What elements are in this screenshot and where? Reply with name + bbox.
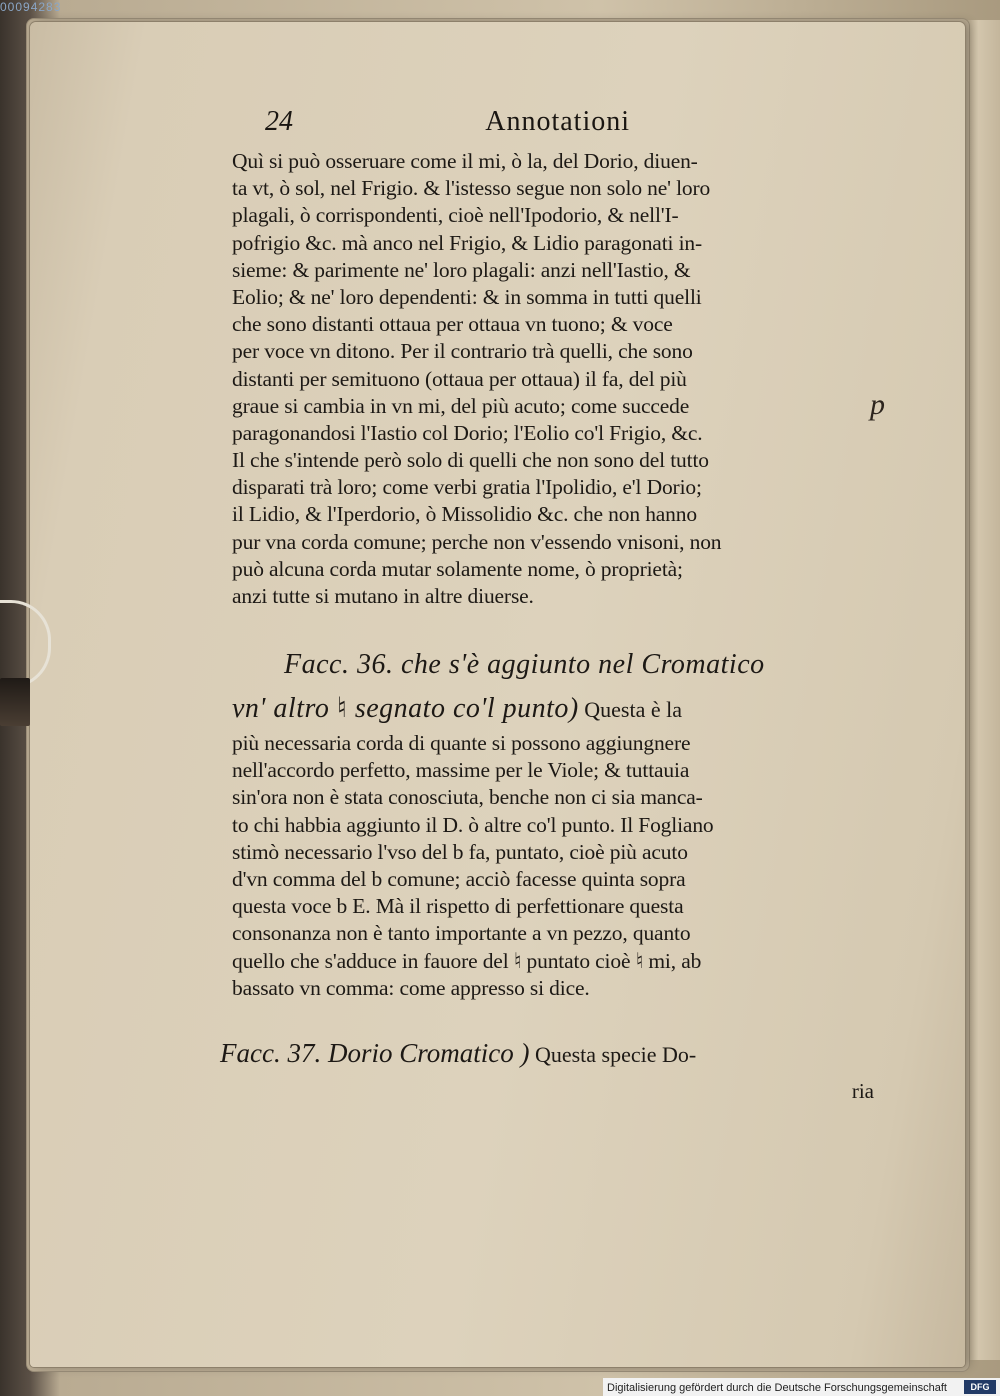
facc-37-upright: Questa specie Do- xyxy=(529,1042,697,1067)
text-line: Quì si può osseruare come il mi, ò la, del Dorio, diuen- xyxy=(232,149,698,173)
archive-id: 00094283 xyxy=(0,0,62,14)
margin-annotation: p xyxy=(870,388,885,421)
text-line: anzi tutte si mutano in altre diuerse. xyxy=(232,584,534,608)
text-line: questa voce b E. Mà il rispetto di perfettionare questa xyxy=(232,894,684,919)
text-line: consonanza non è tanto importante a vn pezzo, quanto xyxy=(232,921,691,946)
text-line: più necessaria corda di quante si possono aggiungnere xyxy=(232,731,691,755)
text-line: sieme: & parimente ne' loro plagali: anzi nell'Iastio, & xyxy=(232,257,691,282)
text-line: distanti per semituono (ottaua per ottaua) il fa, del più xyxy=(232,366,687,391)
facc-36-upright: Questa è la xyxy=(578,697,682,722)
paragraph-2 xyxy=(232,730,872,1002)
text-line: ta vt, ò sol, nel Frigio. & l'istesso segue non solo ne' loro xyxy=(232,176,711,201)
facc-36-heading xyxy=(232,643,872,731)
text-line: che sono distanti ottaua per ottaua vn tuono; & voce xyxy=(232,312,673,337)
facc-36-line-1: Facc. 36. che s'è aggiunto nel Cromatico xyxy=(284,649,765,680)
text-line: bassato vn comma: come appresso si dice. xyxy=(232,975,590,1000)
text-line: disparati trà loro; come verbi gratia l'Ipolidio, e'l Dorio; xyxy=(232,475,702,500)
text-line: per voce vn ditono. Per il contrario trà quelli, che sono xyxy=(232,339,693,364)
facc-37-heading xyxy=(220,1030,880,1106)
facc-37-line xyxy=(220,1030,880,1076)
text-line: sin'ora non è stata conosciuta, benche non ci sia manca- xyxy=(232,785,703,810)
page-header xyxy=(265,106,630,142)
clasp-mark xyxy=(0,678,30,726)
text-line: to chi habbia aggiunto il D. ò altre co'l punto. Il Fogliano xyxy=(232,812,714,837)
text-line: Il che s'intende però solo di quelli che non sono del tutto xyxy=(232,448,709,473)
text-line: pofrigio &c. mà anco nel Frigio, & Lidio paragonati in- xyxy=(232,230,703,255)
text-line: paragonandosi l'Iastio col Dorio; l'Eolio co'l Frigio, &c. xyxy=(232,420,703,445)
text-line: quello che s'adduce in fauore del ♮ puntato cioè ♮ mi, ab xyxy=(232,948,702,973)
facc-36-line-2 xyxy=(232,687,872,731)
text-line: stimò necessario l'vso del b fa, puntato, cioè più acuto xyxy=(232,839,688,864)
text-line: nell'accordo perfetto, massime per le Viole; & tuttauia xyxy=(232,758,690,783)
text-line: plagali, ò corrispondenti, cioè nell'Ipodorio, & nell'I- xyxy=(232,203,679,228)
text-line: può alcuna corda mutar solamente nome, ò proprietà; xyxy=(232,556,683,581)
text-line: pur vna corda comune; perche non v'essendo vnisoni, non xyxy=(232,529,722,554)
paragraph-1 xyxy=(232,148,872,610)
text-line: Eolio; & ne' loro dependenti: & in somma in tutti quelli xyxy=(232,284,702,309)
facc-37-italic: Facc. 37. Dorio Cromatico ) xyxy=(220,1038,530,1068)
text-line: il Lidio, & l'Iperdorio, ò Missolidio &c. che non hanno xyxy=(232,502,697,527)
text-line: graue si cambia in vn mi, del più acuto; come succede xyxy=(232,393,690,418)
text-line: d'vn comma del b comune; acciò facesse quinta sopra xyxy=(232,866,686,891)
facc-36-italic: vn' altro ♮ segnato co'l punto) xyxy=(232,693,579,724)
dfg-logo: DFG xyxy=(964,1380,996,1394)
footer-credit: Digitalisierung gefördert durch die Deutsche Forschungsgemeinschaft xyxy=(607,1382,947,1394)
catchword: ria xyxy=(851,1079,874,1103)
running-title: Annotationi xyxy=(485,106,630,137)
page-number: 24 xyxy=(265,106,293,137)
